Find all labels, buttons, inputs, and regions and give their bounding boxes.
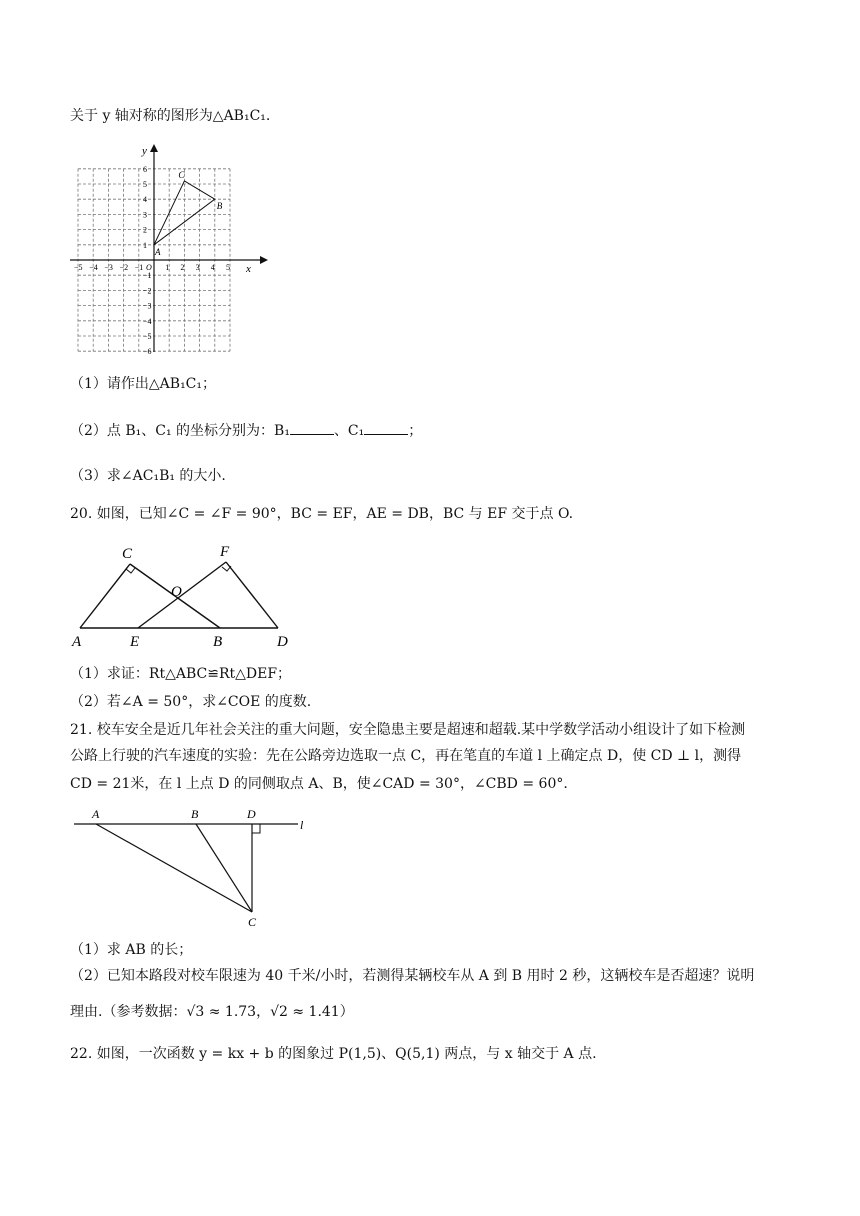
x-tick-label: −3 [104, 263, 113, 272]
q21-stem-line3: CD = 21米，在 l 上点 D 的同侧取点 A、B，使∠CAD = 30°，∠CBD = 60°. [70, 776, 568, 792]
point-label-b: B [216, 201, 223, 212]
y-tick-label: −6 [143, 347, 152, 354]
q19-part1: （1）请作出△AB₁C₁； [70, 376, 217, 392]
y-tick-label: −1 [143, 271, 152, 281]
q19-part2 [70, 420, 422, 441]
q20-label-c: C [122, 546, 133, 562]
x-axis-arrow [260, 256, 268, 264]
q21-label-c: C [248, 915, 257, 929]
q21-stem-line1: 21. 校车安全是近几年社会关注的重大问题，安全隐患主要是超速和超载.某中学数学活动小组设计了如下检测 [70, 722, 746, 738]
q20-label-a: A [72, 634, 82, 650]
y-tick-label: −4 [143, 316, 152, 326]
x-tick-label: −4 [89, 263, 98, 272]
q21-label-l: l [300, 818, 304, 832]
q21-figure [70, 802, 320, 934]
y-tick-label: 5 [143, 180, 147, 189]
q19-part2-pre: （2）点 B₁、C₁ 的坐标分别为：B₁ [70, 423, 290, 439]
q19-intro: 关于 y 轴对称的图形为△AB₁C₁. [70, 108, 271, 124]
q19-part3: （3）求∠AC₁B₁ 的大小. [70, 468, 226, 484]
q20-label-e: E [130, 634, 140, 650]
axis-x-label: x [246, 263, 251, 275]
q22-stem: 22. 如图，一次函数 y = kx + b 的图象过 P(1,5)、Q(5,1) 两点，与 x 轴交于 A 点. [70, 1046, 597, 1062]
y-tick-label: −2 [143, 286, 152, 296]
x-tick-label: 5 [226, 263, 230, 272]
y-tick-label: 6 [143, 164, 147, 174]
q19-part2-post: ； [408, 423, 423, 439]
y-tick-label: 2 [143, 225, 147, 235]
blank-b1 [290, 420, 334, 435]
q20-label-o: O [171, 584, 182, 600]
point-label-c: C [178, 169, 185, 180]
x-tick-label: 3 [195, 263, 200, 272]
q19-part2-mid: 、C₁ [333, 423, 365, 439]
y-tick-label: −5 [143, 332, 152, 341]
q20-figure [70, 540, 310, 650]
q20-part1: （1）求证：Rt△ABC≌Rt△DEF； [70, 666, 292, 682]
y-tick-label: 3 [143, 210, 147, 220]
q21-label-d: D [247, 807, 256, 821]
blank-c1 [364, 420, 408, 435]
q21-label-b: B [191, 807, 199, 821]
x-tick-label: 4 [210, 263, 215, 272]
point-label-a: A [155, 246, 161, 257]
x-tick-label: 1 [165, 263, 170, 272]
x-tick-label: −5 [74, 263, 83, 272]
q21-part1: （1）求 AB 的长； [70, 942, 193, 958]
q21-label-a: A [92, 807, 100, 821]
axis-y-label: y [142, 145, 147, 157]
q20-label-f: F [220, 544, 230, 560]
q19-coordinate-grid [70, 144, 270, 354]
y-tick-label: −3 [143, 301, 152, 311]
y-axis-arrow [150, 144, 158, 152]
x-tick-label: 2 [180, 263, 185, 272]
y-tick-label: 4 [143, 195, 147, 205]
x-tick-label: −1 [134, 263, 144, 272]
y-tick-label: 1 [143, 240, 147, 250]
q20-label-b: B [213, 634, 223, 650]
q20-label-d: D [277, 634, 288, 650]
q21-part2-line2: 理由.（参考数据：√3 ≈ 1.73，√2 ≈ 1.41） [70, 1004, 354, 1020]
q20-stem: 20. 如图，已知∠C = ∠F = 90°，BC = EF，AE = DB，BC 与 EF 交于点 O. [70, 506, 574, 522]
q20-part2: （2）若∠A = 50°，求∠COE 的度数. [70, 694, 312, 710]
x-tick-label: −2 [119, 263, 129, 272]
q21-stem-line2: 公路上行驶的汽车速度的实验：先在公路旁边选取一点 C，再在笔直的车道 l 上确定点 D，使 CD ⊥ l，测得 [70, 748, 742, 764]
q21-part2-line1: （2）已知本路段对校车限速为 40 千米/小时，若测得某辆校车从 A 到 B 用时 2 秒，这辆校车是否超速？说明 [70, 968, 755, 984]
x-tick-label: O [146, 263, 152, 272]
